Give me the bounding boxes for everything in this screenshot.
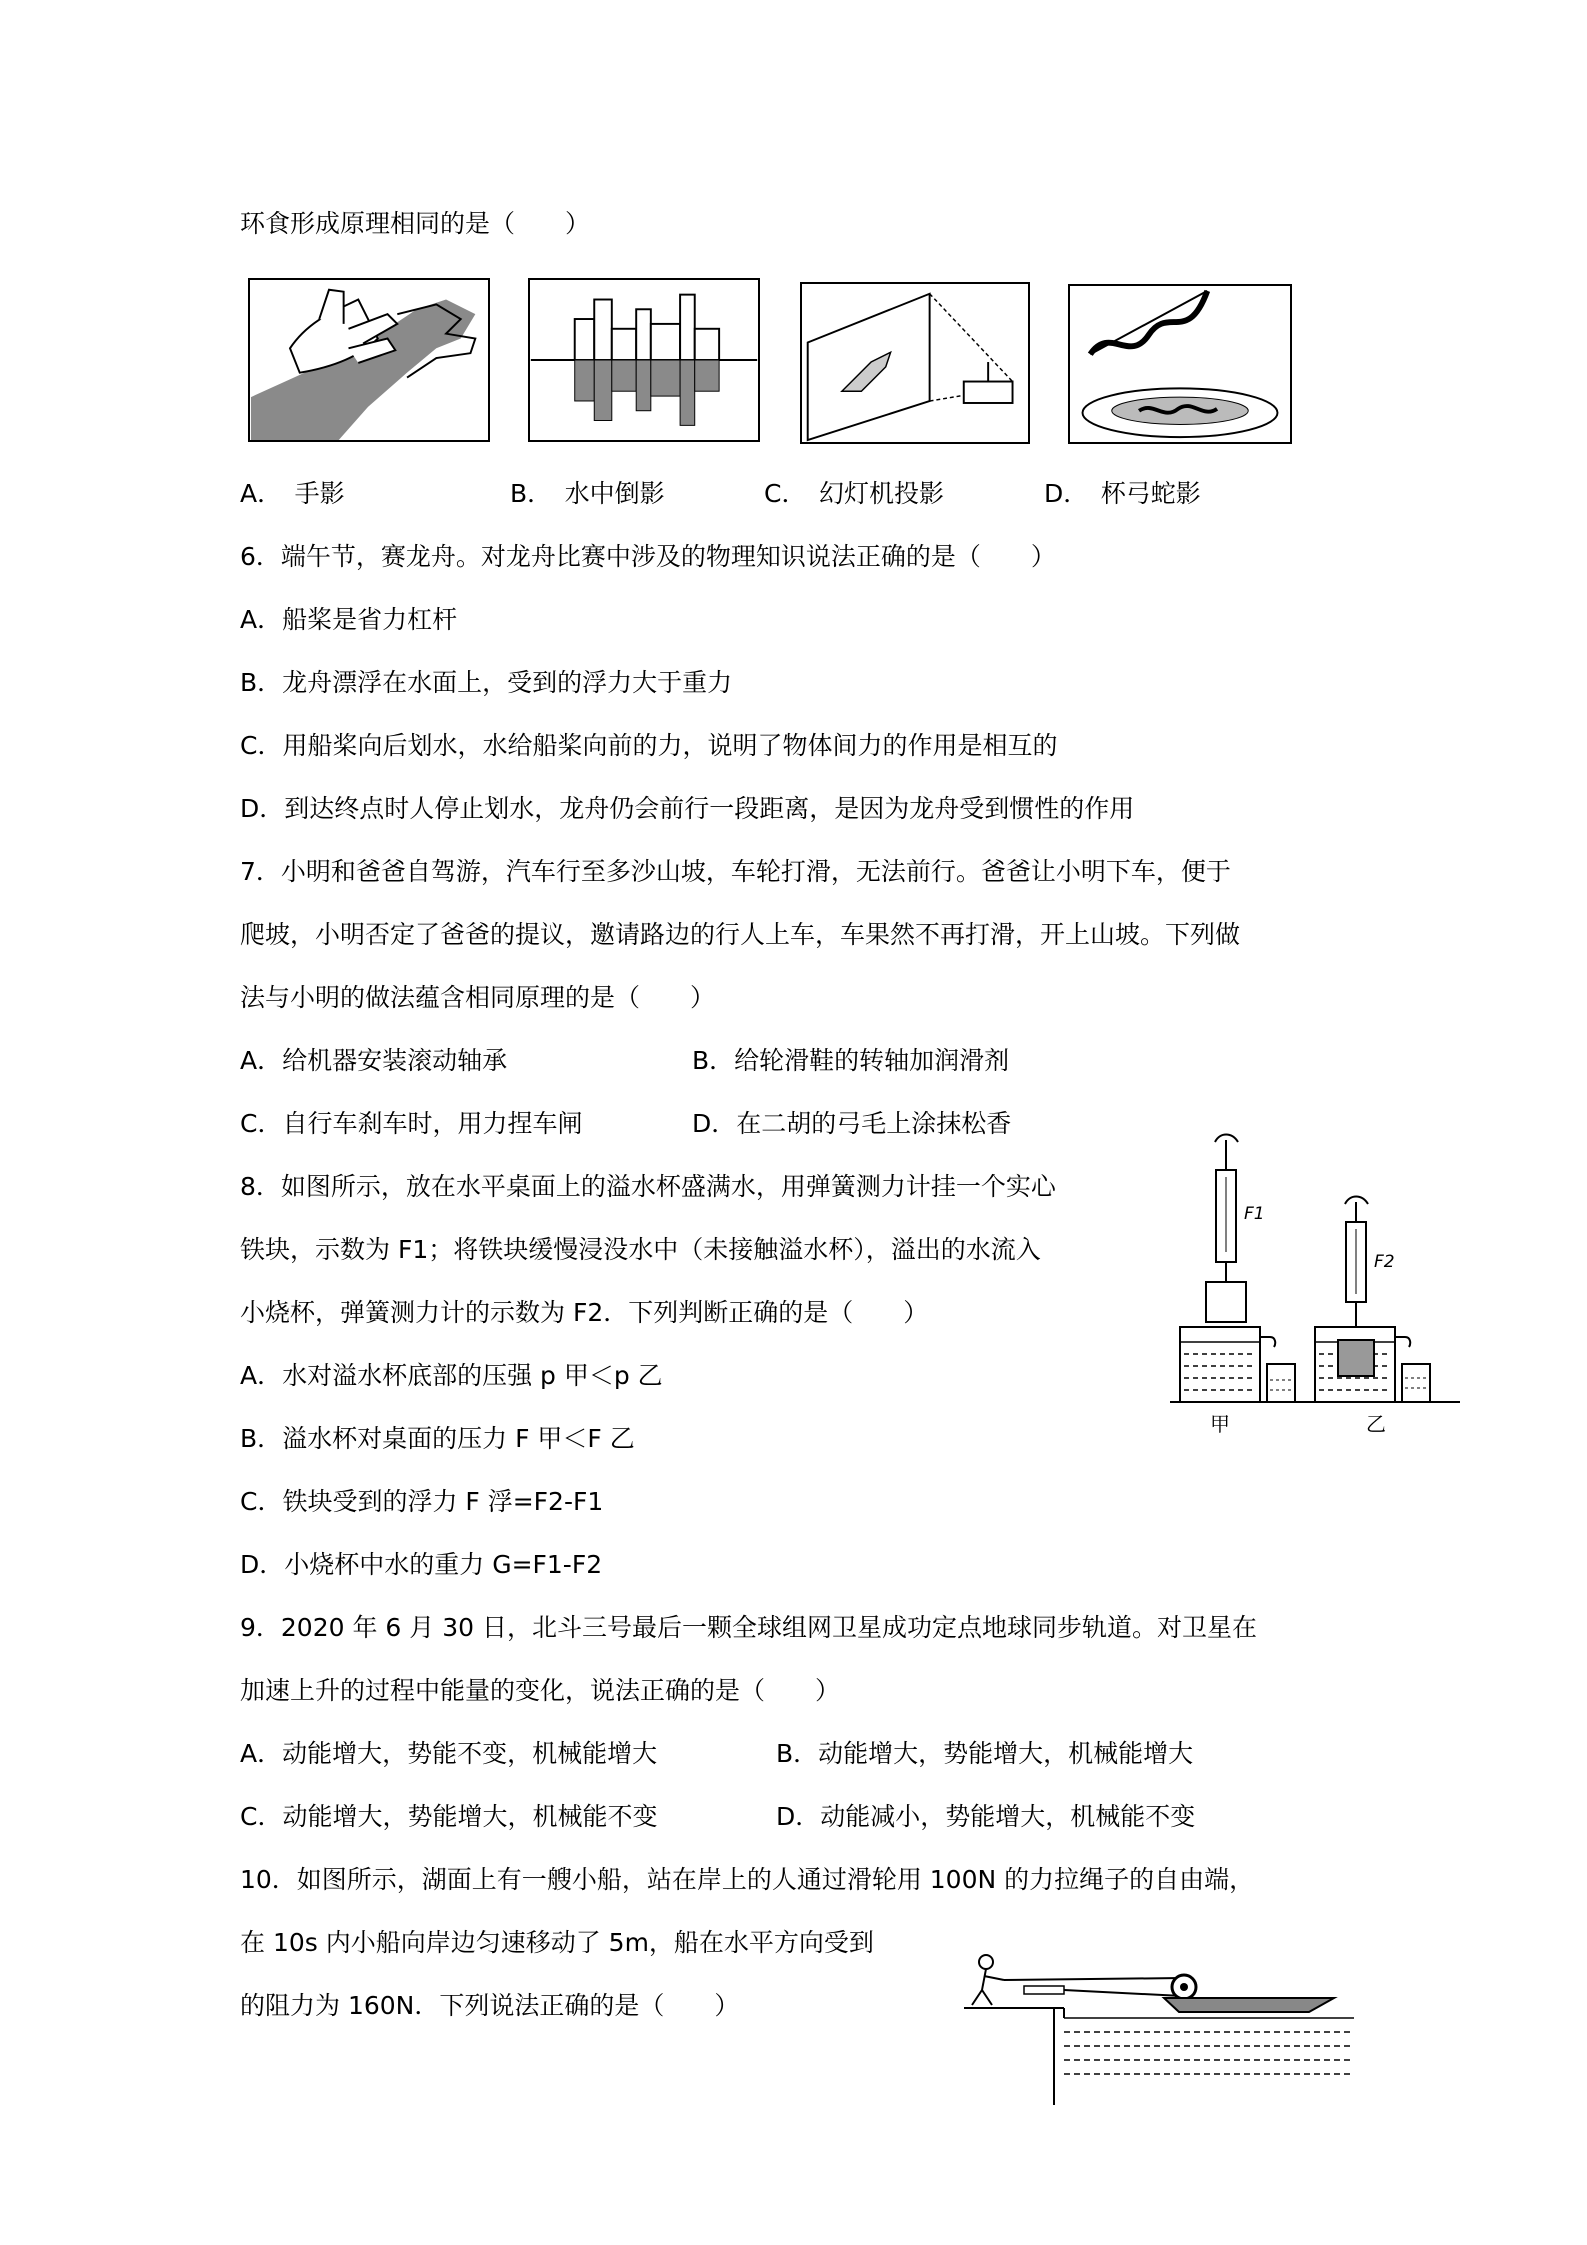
q7-option-b: B．给轮滑鞋的转轴加润滑剂 — [692, 1046, 1010, 1075]
q10-stem-line-1: 10．如图所示，湖面上有一艘小船，站在岸上的人通过滑轮用 100N 的力拉绳子的自由端， — [240, 1865, 1255, 1894]
water-reflection-image — [528, 278, 760, 442]
q5-stem-tail: 环食形成原理相同的是（ ） — [240, 209, 591, 238]
overflow-cup-drawing — [1170, 1132, 1460, 1432]
hand-shadow-image — [248, 278, 490, 442]
q10-stem-line-3: 的阻力为 160N．下列说法正确的是（ ） — [240, 1991, 740, 2020]
q7-option-a: A．给机器安装滚动轴承 — [240, 1046, 508, 1075]
q9-option-b: B．动能增大，势能增大，机械能增大 — [776, 1739, 1194, 1768]
q8-stem-line-2: 铁块，示数为 F1；将铁块缓慢浸没水中（未接触溢水杯），溢出的水流入 — [240, 1235, 1041, 1264]
q8-stem-line-1: 8．如图所示，放在水平桌面上的溢水杯盛满水，用弹簧测力计挂一个实心 — [240, 1172, 1056, 1201]
q6-stem: 6．端午节，赛龙舟。对龙舟比赛中涉及的物理知识说法正确的是（ ） — [240, 542, 1056, 571]
q8-option-b: B．溢水杯对桌面的压力 F 甲＜F 乙 — [240, 1424, 635, 1453]
water-reflection-drawing — [530, 280, 758, 440]
bow-snake-drawing — [1070, 286, 1290, 442]
q8-option-c: C．铁块受到的浮力 F 浮=F2-F1 — [240, 1487, 604, 1516]
q9-option-a: A．动能增大，势能不变，机械能增大 — [240, 1739, 658, 1768]
q9-stem-line-2: 加速上升的过程中能量的变化，说法正确的是（ ） — [240, 1676, 841, 1705]
q9-option-c: C．动能增大，势能增大，机械能不变 — [240, 1802, 658, 1831]
q9-stem-line-1: 9．2020 年 6 月 30 日，北斗三号最后一颗全球组网卫星成功定点地球同步轨道。对卫星在 — [240, 1613, 1257, 1642]
q10-stem-line-2: 在 10s 内小船向岸边匀速移动了 5m，船在水平方向受到 — [240, 1928, 874, 1957]
q5-option-b: B． 水中倒影 — [510, 479, 665, 508]
f1-label: F1 — [1244, 1204, 1265, 1224]
q8-option-d: D．小烧杯中水的重力 G=F1-F2 — [240, 1550, 603, 1579]
overflow-cup-figure — [1170, 1132, 1460, 1436]
hand-shadow-drawing — [250, 280, 488, 440]
q7-stem-line-2: 爬坡，小明否定了爸爸的提议，邀请路边的行人上车，车果然不再打滑，开上山坡。下列做 — [240, 920, 1241, 949]
bow-snake-image — [1068, 284, 1292, 444]
slide-projector-drawing — [802, 284, 1028, 442]
q6-option-d: D．到达终点时人停止划水，龙舟仍会前行一段距离，是因为龙舟受到惯性的作用 — [240, 794, 1135, 823]
pulley-boat-figure — [964, 1950, 1364, 2110]
q7-stem-line-3: 法与小明的做法蕴含相同原理的是（ ） — [240, 983, 716, 1012]
q6-option-b: B．龙舟漂浮在水面上，受到的浮力大于重力 — [240, 668, 733, 697]
slide-projector-image — [800, 282, 1030, 444]
q5-option-c: C． 幻灯机投影 — [764, 479, 944, 508]
q8-option-a: A．水对溢水杯底部的压强 p 甲＜p 乙 — [240, 1361, 663, 1390]
pulley-boat-drawing — [964, 1950, 1364, 2110]
yi-label: 乙 — [1366, 1412, 1386, 1436]
q7-option-d: D．在二胡的弓毛上涂抹松香 — [692, 1109, 1012, 1138]
q6-option-c: C．用船桨向后划水，水给船桨向前的力，说明了物体间力的作用是相互的 — [240, 731, 1058, 760]
q7-stem-line-1: 7．小明和爸爸自驾游，汽车行至多沙山坡，车轮打滑，无法前行。爸爸让小明下车，便于 — [240, 857, 1231, 886]
q7-option-c: C．自行车刹车时，用力捏车闸 — [240, 1109, 583, 1138]
jia-label: 甲 — [1210, 1412, 1230, 1436]
q8-stem-line-3: 小烧杯，弹簧测力计的示数为 F2．下列判断正确的是（ ） — [240, 1298, 929, 1327]
q6-option-a: A．船桨是省力杠杆 — [240, 605, 458, 634]
q5-option-d: D． 杯弓蛇影 — [1044, 479, 1201, 508]
f2-label: F2 — [1374, 1252, 1395, 1272]
q5-option-a: A． 手影 — [240, 479, 345, 508]
q9-option-d: D．动能减小，势能增大，机械能不变 — [776, 1802, 1196, 1831]
